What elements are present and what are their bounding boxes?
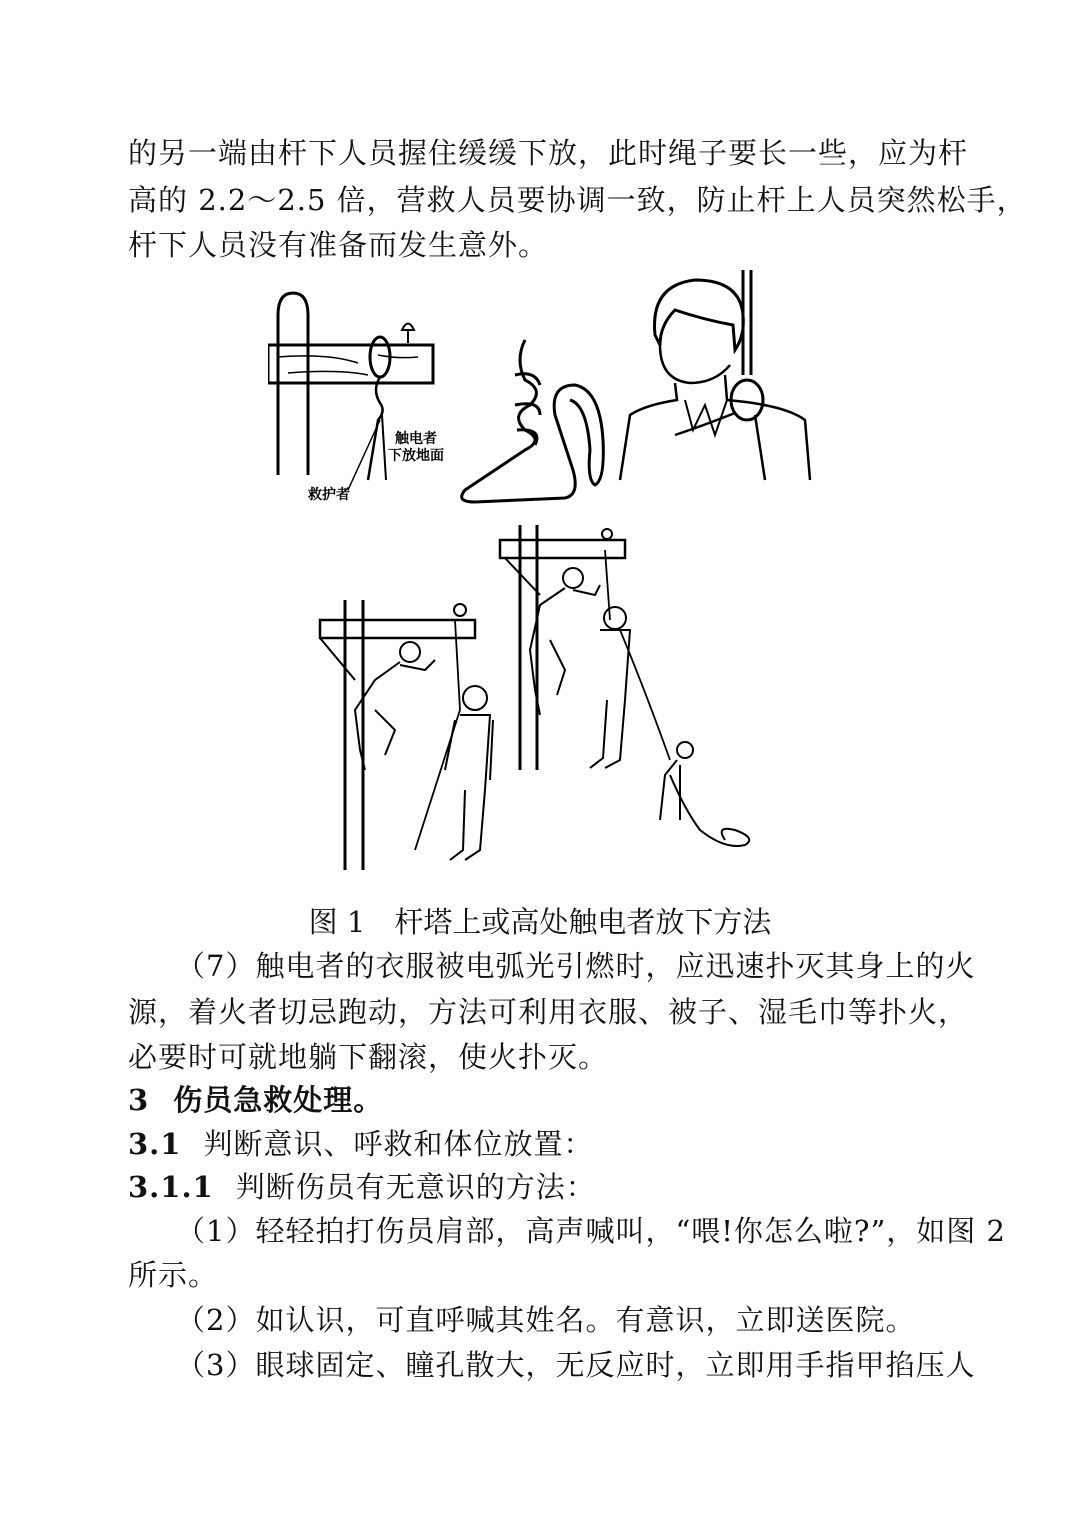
item-1-line: 所示。 — [128, 1258, 219, 1292]
item-2: （2）如认识，可直呼喊其姓名。有意识，立即送医院。 — [176, 1303, 916, 1337]
figure-lowering-right — [495, 520, 765, 865]
paragraph-line: （7）触电者的衣服被电弧光引燃时，应迅速扑灭其身上的火 — [176, 949, 976, 983]
paragraph-line: 必要时可就地躺下翻滚，使火扑灭。 — [128, 1040, 609, 1074]
lowering-left-illustration — [315, 590, 515, 875]
lowering-right-illustration — [495, 520, 765, 865]
section-number: 3 — [128, 1083, 150, 1117]
section-title: 伤员急救处理。 — [173, 1083, 384, 1117]
figure-person-knot — [615, 265, 820, 485]
section-number: 3.1.1 — [128, 1170, 214, 1204]
section-title: 判断意识、呼救和体位放置： — [203, 1127, 594, 1161]
paragraph-line: 杆下人员没有准备而发生意外。 — [128, 228, 549, 262]
section-3-heading — [128, 1080, 383, 1120]
figure-lowering-left — [315, 590, 515, 875]
rope-knot-illustration — [455, 330, 615, 510]
section-3-1-1-heading — [128, 1167, 596, 1207]
section-3-1-heading — [128, 1124, 593, 1164]
figure-pole-knot — [268, 285, 448, 510]
label-victim-2: 下放地面 — [388, 448, 444, 464]
section-number: 3.1 — [128, 1127, 182, 1161]
paragraph-line: 源，着火者切忌跑动，方法可利用衣服、被子、湿毛巾等扑火， — [128, 995, 969, 1029]
paragraph-line: 高的 2.2～2.5 倍，营救人员要协调一致，防止杆上人员突然松手， — [128, 183, 1027, 217]
pole-knot-illustration — [268, 285, 448, 510]
item-1-line: （1）轻轻拍打伤员肩部，高声喊叫，“喂!你怎么啦?”，如图 2 — [176, 1214, 1006, 1248]
figure-caption: 图 1 杆塔上或高处触电者放下方法 — [308, 905, 772, 939]
label-rescuer: 救护者 — [308, 487, 350, 503]
section-title: 判断伤员有无意识的方法： — [235, 1170, 596, 1204]
paragraph-line: 的另一端由杆下人员握住缓缓下放，此时绳子要长一些，应为杆 — [128, 136, 969, 170]
item-3: （3）眼球固定、瞳孔散大，无反应时，立即用手指甲掐压人 — [176, 1348, 976, 1382]
label-victim: 触电者 — [395, 431, 437, 447]
figure-rope-knot — [455, 330, 615, 510]
person-knot-illustration — [615, 265, 820, 485]
